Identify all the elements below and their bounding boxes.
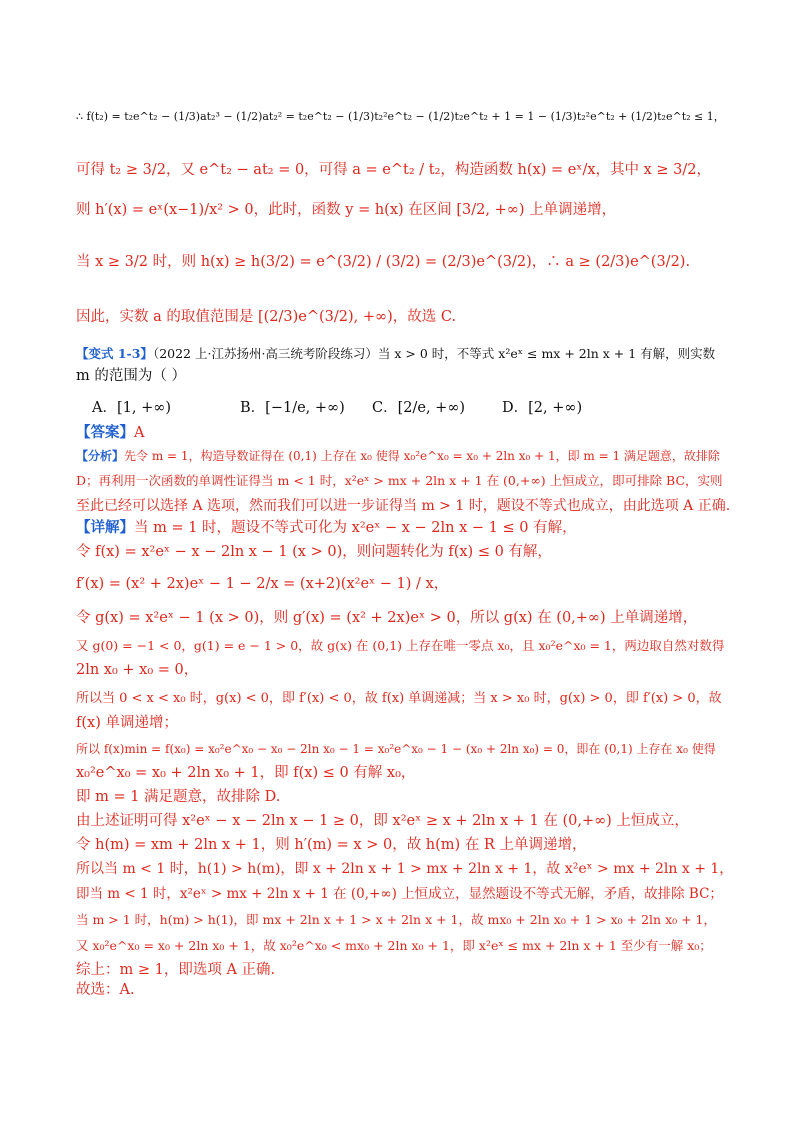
- option-d-label: D．: [502, 400, 529, 416]
- option-c: [372, 396, 465, 417]
- option-c-value: [2/e, +∞): [397, 400, 466, 416]
- question-line-2: m 的范围为（ ）: [76, 368, 186, 384]
- option-a-label: A．: [92, 400, 117, 416]
- detail-line-11: 即 m = 1 满足题意，故排除 D.: [76, 789, 281, 805]
- detail-line-3: f′(x) = (x² + 2x)eˣ − 1 − 2/x = (x+2)(x²eˣ − 1) / x，: [76, 576, 449, 592]
- solution-line-5: 因此，实数 a 的取值范围是 [(2/3)e^(3/2), +∞)，故选 C.: [76, 309, 457, 325]
- option-a-value: [1, +∞): [116, 400, 171, 416]
- option-d-value: [2, +∞): [528, 400, 583, 416]
- analysis-line-3: 至此已经可以选择 A 选项，然而我们可以进一步证得当 m > 1 时，题设不等式也成立，由此选项 A 正确.: [76, 498, 731, 514]
- option-b: [240, 396, 345, 417]
- question-text: （2022 上·江苏扬州·高三统考阶段练习）当 x > 0 时，不等式 x²eˣ ≤ mx + 2ln x + 1 有解，则实数: [152, 346, 716, 361]
- detail-line-9: 所以 f(x)min = f(x₀) = x₀²e^x₀ − x₀ − 2ln x₀ − 1 = x₀²e^x₀ − 1 − (x₀ + 2ln x₀) = 0，即在 (0,1) 上存在 x₀ 使得: [76, 742, 716, 756]
- detail-line-15: 即当 m < 1 时，x²eˣ > mx + 2ln x + 1 在 (0,+∞) 上恒成立，显然题设不等式无解，矛盾，故排除 BC；: [76, 886, 723, 902]
- detail-line-18: 综上：m ≥ 1，即选项 A 正确.: [76, 962, 276, 978]
- answer-line: [76, 423, 736, 443]
- detail-line-14: 所以当 m < 1 时，h(1) > h(m)，即 x + 2ln x + 1 > mx + 2ln x + 1，故 x²eˣ > mx + 2ln x + 1，: [76, 861, 734, 877]
- option-b-value: [−1/e, +∞): [265, 400, 345, 416]
- answer-text: A: [134, 425, 145, 441]
- solution-line-2: 可得 t₂ ≥ 3/2，又 e^t₂ − at₂ = 0，可得 a = e^t₂ / t₂，构造函数 h(x) = eˣ/x，其中 x ≥ 3/2，: [76, 162, 711, 178]
- detail-line-4: 令 g(x) = x²eˣ − 1 (x > 0)，则 g′(x) = (x² + 2x)eˣ > 0，所以 g(x) 在 (0,+∞) 上单调递增，: [76, 610, 698, 626]
- detail-line-6: 2ln x₀ + x₀ = 0，: [76, 662, 199, 678]
- detail-line-13: 令 h(m) = xm + 2ln x + 1，则 h′(m) = x > 0，故 h(m) 在 R 上单调递增，: [76, 837, 587, 853]
- detail-tag: 【详解】: [76, 519, 134, 536]
- analysis-tag: 【分析】: [76, 449, 125, 463]
- solution-line-1: ∴ f(t₂) = t₂e^t₂ − (1/3)at₂³ − (1/2)at₂² = t₂e^t₂ − (1/3)t₂²e^t₂ − (1/2)t₂e^t₂ + 1 = 1 − (1/3)t₂²e^t₂ + (1/2)t₂e^t₂ ≤ 1，: [76, 110, 725, 123]
- detail-line-12: 由上述证明可得 x²eˣ − x − 2ln x − 1 ≥ 0，即 x²eˣ ≥ x + 2ln x + 1 在 (0,+∞) 上恒成立，: [76, 813, 689, 829]
- detail-line-19: 故选：A.: [76, 982, 135, 998]
- detail-line-8: f(x) 单调递增；: [76, 715, 178, 731]
- detail-line-1: [76, 518, 736, 538]
- solution-line-4: 当 x ≥ 3/2 时，则 h(x) ≥ h(3/2) = e^(3/2) / (3/2) = (2/3)e^(3/2)，∴ a ≥ (2/3)e^(3/2).: [76, 254, 691, 270]
- detail-line-5: 又 g(0) = −1 < 0，g(1) = e − 1 > 0，故 g(x) 在 (0,1) 上存在唯一零点 x₀，且 x₀²e^x₀ = 1，两边取自然对数得: [76, 638, 725, 653]
- answer-tag: 【答案】: [76, 424, 134, 441]
- option-b-label: B．: [240, 400, 266, 416]
- option-c-label: C．: [372, 400, 398, 416]
- solution-line-3: 则 h′(x) = eˣ(x−1)/x² > 0，此时，函数 y = h(x) 在区间 [3/2, +∞) 上单调递增，: [76, 202, 617, 218]
- option-d: [502, 396, 582, 417]
- detail-text-1: 当 m = 1 时，题设不等式可化为 x²eˣ − x − 2ln x − 1 ≤ 0 有解，: [134, 520, 577, 536]
- analysis-line-1: [76, 446, 736, 466]
- analysis-text-1: 先令 m = 1，构造导数证得在 (0,1) 上存在 x₀ 使得 x₀²e^x₀ = x₀ + 2ln x₀ + 1，即 m = 1 满足题意，故排除: [124, 449, 720, 463]
- detail-line-2: 令 f(x) = x²eˣ − x − 2ln x − 1 (x > 0)，则问题转化为 f(x) ≤ 0 有解，: [76, 544, 552, 560]
- option-a: [92, 396, 171, 417]
- question-tag: 【变式 1-3】: [76, 346, 153, 361]
- detail-line-7: 所以当 0 < x < x₀ 时，g(x) < 0，即 f′(x) < 0，故 f(x) 单调递减；当 x > x₀ 时，g(x) > 0，即 f′(x) > 0，故: [76, 691, 722, 706]
- detail-line-10: x₀²e^x₀ = x₀ + 2ln x₀ + 1，即 f(x) ≤ 0 有解 x₀，: [76, 765, 416, 781]
- detail-line-16: 当 m > 1 时，h(m) > h(1)，即 mx + 2ln x + 1 > x + 2ln x + 1，故 mx₀ + 2ln x₀ + 1 > x₀ + 2ln x₀ + 1，: [76, 912, 717, 927]
- question-line-1: [76, 344, 736, 364]
- analysis-line-2: D；再利用一次函数的单调性证得当 m < 1 时，x²eˣ > mx + 2ln x + 1 在 (0,+∞) 上恒成立，即可排除 BC，实则: [76, 473, 723, 488]
- detail-line-17: 又 x₀²e^x₀ = x₀ + 2ln x₀ + 1，故 x₀²e^x₀ < mx₀ + 2ln x₀ + 1，即 x²eˣ ≤ mx + 2ln x + 1 至少有一解 x₀；: [76, 938, 712, 953]
